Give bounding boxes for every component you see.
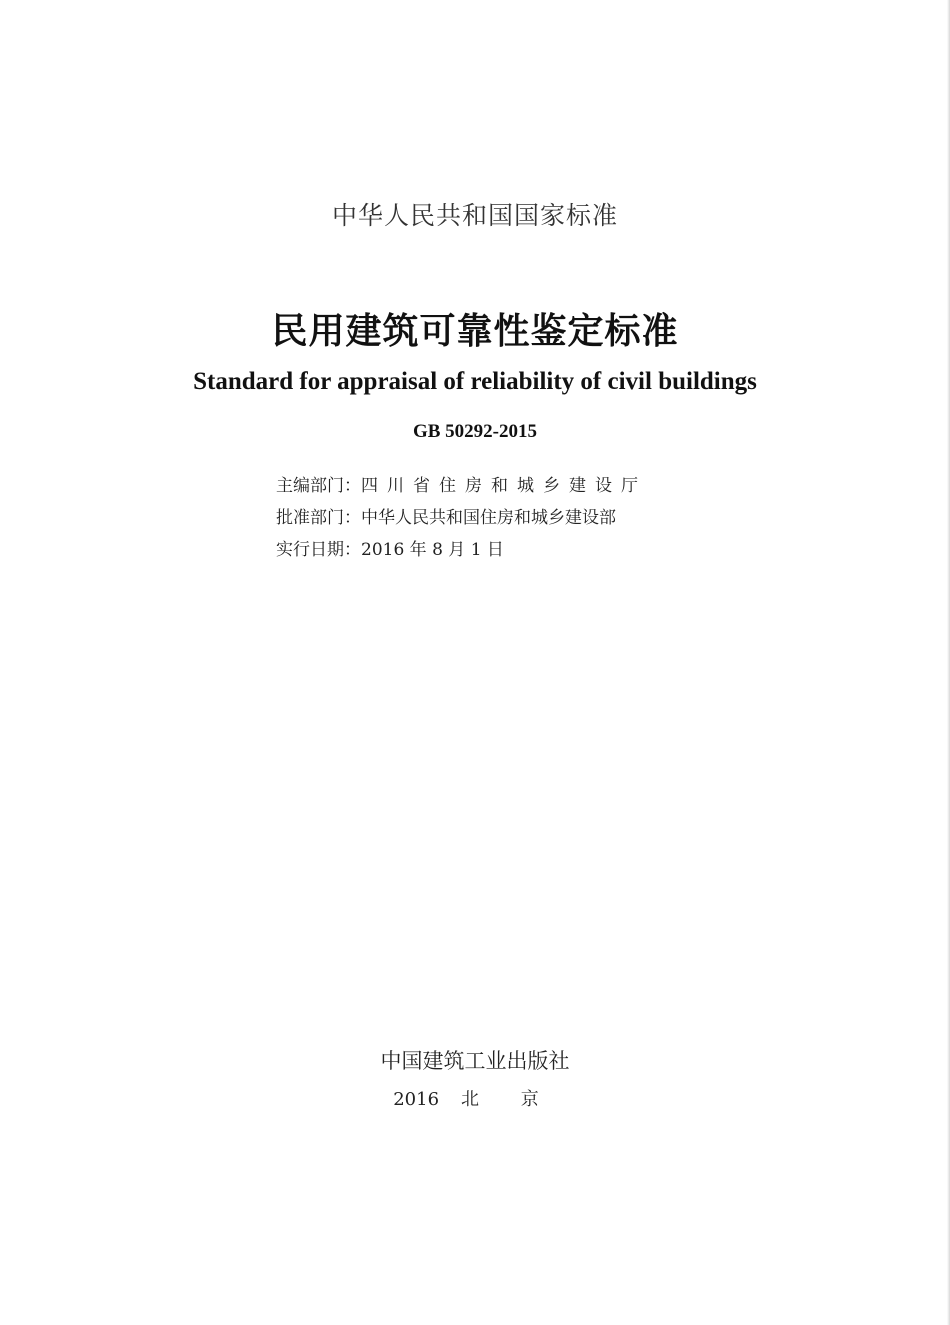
meta-key: 批准部门： — [276, 508, 361, 528]
title-chinese: 民用建筑可靠性鉴定标准 — [271, 311, 679, 352]
publication-year: 2016 — [393, 1089, 440, 1110]
standard-series: 中华人民共和国国家标准 — [331, 201, 618, 230]
meta-value-editor: 四川省住房和城乡建设厅 — [361, 476, 647, 496]
publisher-name: 中国建筑工业出版社 — [380, 1049, 570, 1073]
publication-place — [0, 1085, 950, 1111]
meta-row-approver — [276, 502, 647, 534]
meta-value-effective-date: 2016 年 8 月 1 日 — [361, 540, 504, 560]
standard-code: GB 50292-2015 — [412, 421, 538, 442]
meta-value-approver: 中华人民共和国住房和城乡建设部 — [361, 508, 616, 528]
meta-row-effective-date — [276, 534, 647, 566]
publication-city: 北 京 — [461, 1089, 557, 1110]
title-english: Standard for appraisal of reliability of civil buildings — [193, 368, 757, 395]
meta-key: 实行日期： — [276, 540, 361, 560]
meta-row-editor — [276, 470, 647, 502]
metadata-block — [276, 470, 647, 566]
meta-key: 主编部门： — [276, 476, 361, 496]
